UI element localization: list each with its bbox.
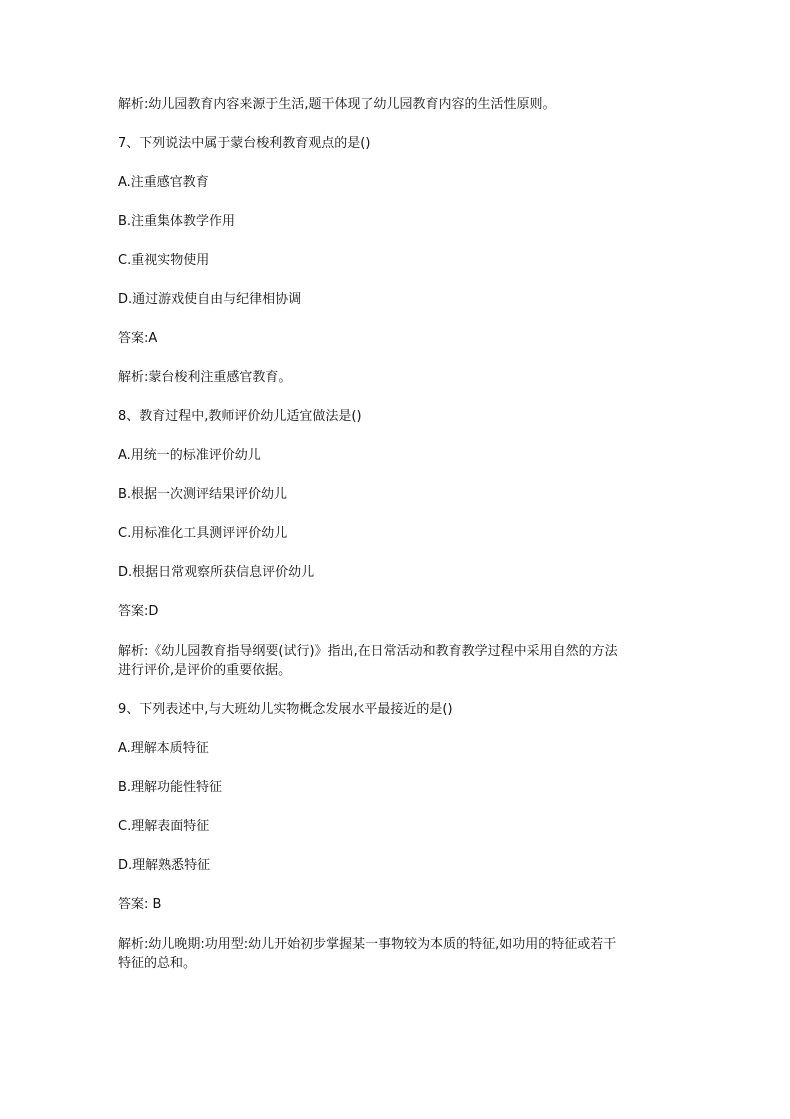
q9-analysis-line-2: 特征的总和。 — [118, 956, 197, 971]
q7-option-b: B.注重集体教学作用 — [118, 214, 236, 229]
q7-answer: 答案:A — [118, 331, 158, 346]
q9-option-a: A.理解本质特征 — [118, 741, 209, 756]
q8-analysis — [118, 642, 678, 680]
q8-analysis-line-1: 解析:《幼儿园教育指导纲要(试行)》指出,在日常活动和教育教学过程中采用自然的方法 — [118, 644, 618, 659]
q7-option-a: A.注重感官教育 — [118, 175, 209, 190]
question-9: 9、下列表述中,与大班幼儿实物概念发展水平最接近的是() — [118, 702, 453, 717]
analysis-6: 解析:幼儿园教育内容来源于生活,题干体现了幼儿园教育内容的生活性原则。 — [118, 97, 556, 112]
q8-option-b: B.根据一次测评结果评价幼儿 — [118, 487, 288, 502]
q8-option-c: C.用标准化工具测评评价幼儿 — [118, 526, 288, 541]
q9-answer: 答案: B — [118, 897, 162, 912]
q7-option-d: D.通过游戏使自由与纪律相协调 — [118, 292, 302, 307]
q8-option-d: D.根据日常观察所获信息评价幼儿 — [118, 565, 315, 580]
q7-option-c: C.重视实物使用 — [118, 253, 210, 268]
question-8: 8、教育过程中,教师评价幼儿适宜做法是() — [118, 409, 362, 424]
question-7: 7、下列说法中属于蒙台梭利教育观点的是() — [118, 136, 371, 151]
q9-option-d: D.理解熟悉特征 — [118, 858, 211, 873]
q9-option-b: B.理解功能性特征 — [118, 780, 223, 795]
q9-option-c: C.理解表面特征 — [118, 819, 210, 834]
document-page — [118, 96, 678, 973]
q8-analysis-line-2: 进行评价,是评价的重要依据。 — [118, 663, 292, 678]
q8-option-a: A.用统一的标准评价幼儿 — [118, 448, 261, 463]
q9-analysis — [118, 935, 678, 973]
q7-analysis: 解析:蒙台梭利注重感官教育。 — [118, 370, 292, 385]
q9-analysis-line-1: 解析:幼儿晚期:功用型:幼儿开始初步掌握某一事物较为本质的特征,如功用的特征或若干 — [118, 937, 617, 952]
q8-answer: 答案:D — [118, 604, 159, 619]
